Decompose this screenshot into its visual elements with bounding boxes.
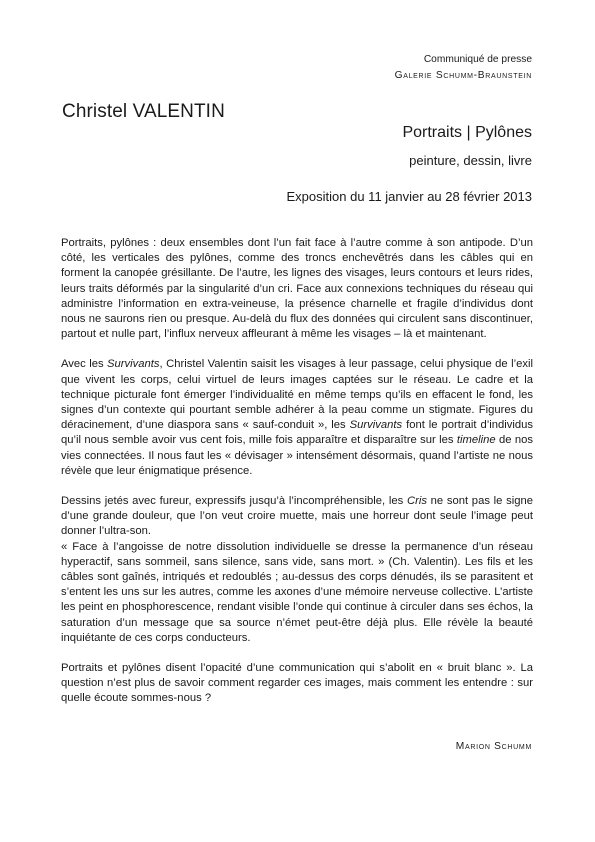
exhibition-title: Portraits | Pylônes: [402, 124, 532, 141]
press-release-body: [61, 236, 533, 722]
press-header: [395, 52, 532, 84]
italic-text: timeline: [456, 434, 496, 447]
text-run: font le portrait d’individus qu’il nous semble avoir vus cent fois, mille fois apparaître et disparaître sur les: [61, 419, 533, 447]
text-run: Dessins jetés avec fureur, expressifs jusqu’à l’incompréhensible, les: [61, 495, 407, 508]
exhibition-media: peinture, dessin, livre: [409, 153, 532, 168]
text-run: « Face à l’angoisse de notre dissolution individuelle se dresse la permanence d’un réseau hyperactif, sans sommeil, sans silence, sans vide, sans mort. » (Ch. Valentin). Les fils et les câbles sont gaînés, intriqués et redoublés ; au-dessus des corps dénudés, ils se parasitent et s’entent les uns sur les autres, comme les axones d’une mémoire nerveuse collective. L’artiste les peint en phosphorescence, rendant visible l’onde qui continue à circuler dans ses échos, la saturation d’un message que sa source n’émet peut-être déjà plus. Elle révèle la beauté inquiétante de ces corps conducteurs.: [61, 540, 533, 644]
text-run: , Christel Valentin saisit les visages à leur passage, celui physique de l’exil que vivent les corps, celui virtuel de leurs images captées sur le réseau. Le cadre et la technique picturale font émerger l’individualité en même temps qu’ils en effacent le fond, les signes d’un contexte qui pourtant semble adhérer à la peau comme un stigmate. Figures du déracinement, d’une diaspora sans « sauf-conduit », les: [61, 358, 533, 432]
artist-name: Christel VALENTIN: [62, 101, 225, 122]
text-run: de nos vies connectées. Il nous faut les « dévisager » intensément désormais, quand l’artiste ne nous révèle que leur énigmatique présence.: [61, 434, 533, 477]
author-signature: Marion Schumm: [455, 741, 532, 752]
italic-text: Survivants: [107, 358, 160, 371]
body-paragraph: [61, 236, 533, 342]
italic-text: Cris: [406, 495, 427, 508]
body-paragraph: [61, 494, 533, 646]
text-run: Portraits et pylônes disent l’opacité d’une communication qui s’abolit en « bruit blanc ». La question n’est plus de savoir comment regarder ces images, mais comment les entendre : sur quelle écoute sommes-nous ?: [61, 662, 533, 705]
text-run: ne sont pas le signe d’une grande douleur, que l’on veut croire muette, mais une horreur dont seule l’image peut donner l’ultra-son.: [61, 495, 533, 538]
press-release-label: Communiqué de presse: [423, 54, 532, 65]
body-paragraph: [61, 661, 533, 707]
text-run: Avec les: [61, 358, 108, 371]
gallery-name: Galerie Schumm-Braunstein: [394, 70, 532, 81]
text-run: Portraits, pylônes : deux ensembles dont l’un fait face à l’autre comme à son antipode. D’un côté, les verticales des pylônes, comme des troncs enchevêtrés dans les câbles qui en forment la canopée grésillante. De l’autre, les lignes des visages, leurs contours et leurs rides, leurs traits déformés par la singularité d’un cri. Face aux connexions techniques du réseau qui administre l’information en extra-veineuse, la présence charnelle et fragile d’individus dont nous ne saurons rien ou presque. Au-delà du flux des données qui circulent sans discontinuer, partout et nulle part, l’influx nerveux affleurant à même les visages – là et maintenant.: [61, 237, 533, 341]
exhibition-dates: Exposition du 11 janvier au 28 février 2013: [286, 189, 532, 204]
body-paragraph: [61, 357, 533, 479]
italic-text: Survivants: [349, 419, 403, 432]
